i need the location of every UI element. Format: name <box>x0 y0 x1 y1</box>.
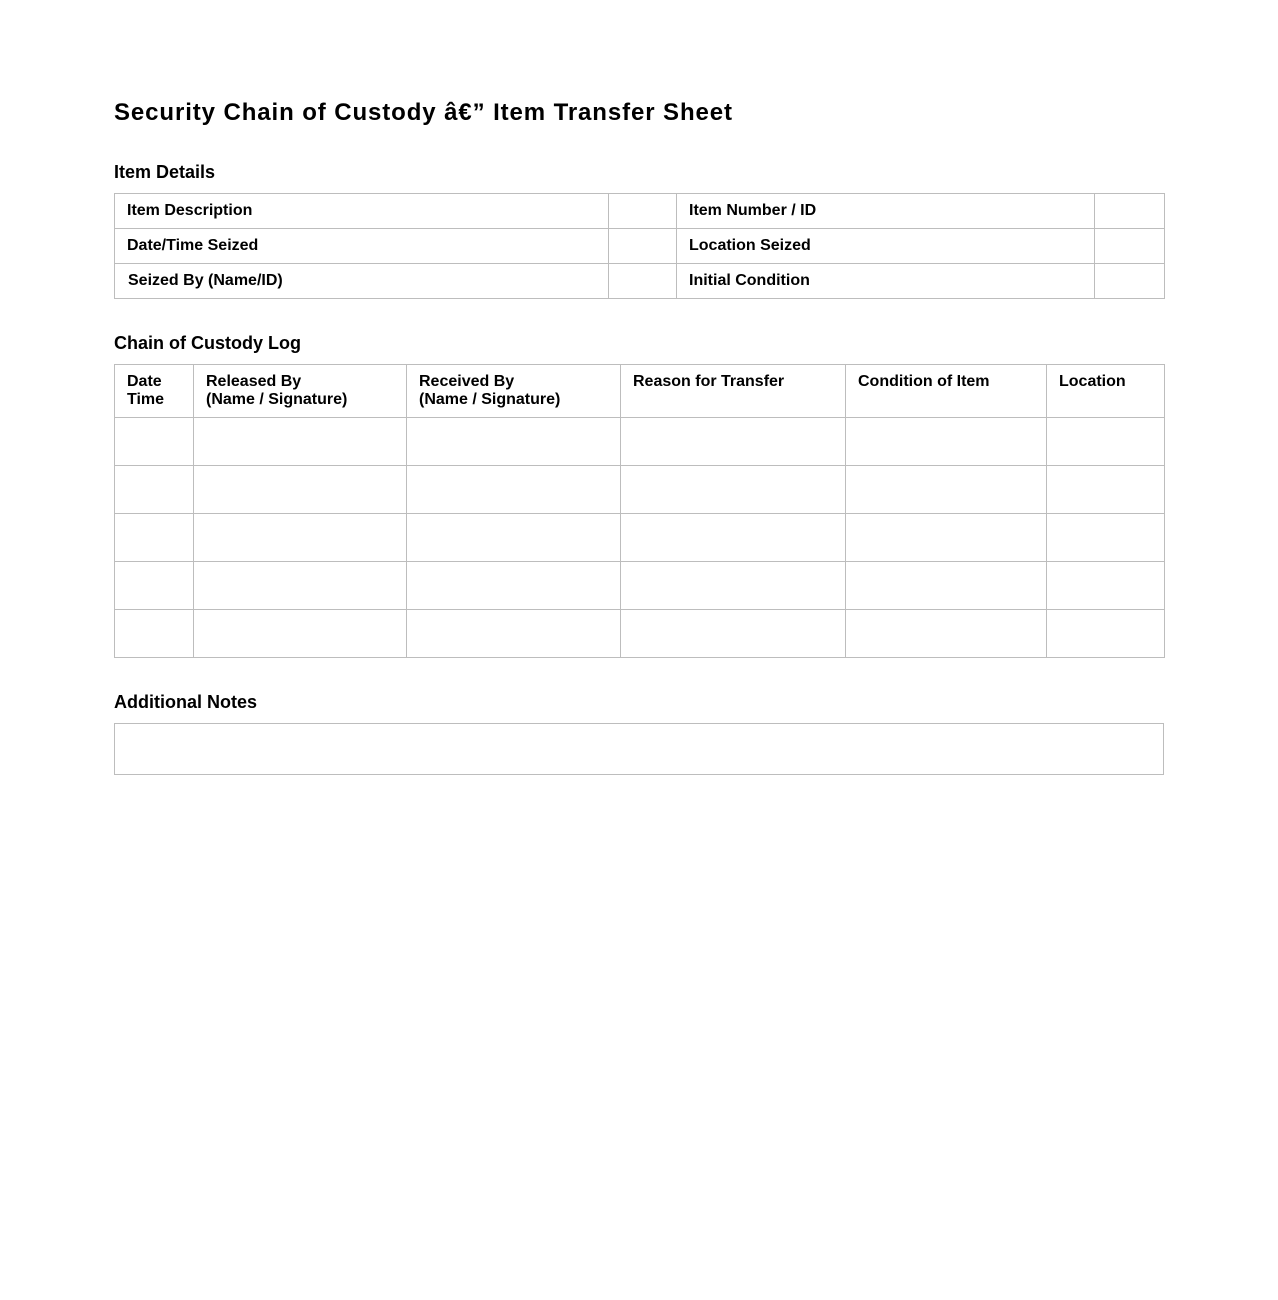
log-cell-condition[interactable] <box>846 514 1047 562</box>
log-cell-reason[interactable] <box>621 562 846 610</box>
item-description-field[interactable] <box>609 194 677 229</box>
table-header-row <box>115 365 1165 418</box>
header-line: Condition of Item <box>858 373 990 390</box>
column-header-received-by <box>407 365 621 418</box>
log-cell-reason[interactable] <box>621 514 846 562</box>
header-line: Location <box>1059 373 1126 390</box>
log-cell-location[interactable] <box>1047 418 1165 466</box>
location-seized-field[interactable] <box>1095 229 1165 264</box>
item-details-heading: Item Details <box>114 162 216 182</box>
item-description-label: Item Description <box>115 194 609 229</box>
log-cell-received-by[interactable] <box>407 610 621 658</box>
log-cell-reason[interactable] <box>621 466 846 514</box>
initial-condition-field[interactable] <box>1095 264 1165 299</box>
log-cell-received-by[interactable] <box>407 418 621 466</box>
date-time-seized-field[interactable] <box>609 229 677 264</box>
log-cell-date-time[interactable] <box>115 418 194 466</box>
date-time-seized-label: Date/Time Seized <box>115 229 609 264</box>
table-row <box>115 264 1165 299</box>
header-line: Received By <box>419 373 515 390</box>
seized-by-label: Seized By (Name/ID) <box>115 264 609 299</box>
header-line: Released By <box>206 373 302 390</box>
custody-log-table <box>114 364 1165 658</box>
log-cell-location[interactable] <box>1047 466 1165 514</box>
table-row <box>115 562 1165 610</box>
item-number-label: Item Number / ID <box>677 194 1095 229</box>
header-line: Date <box>127 373 162 390</box>
log-cell-condition[interactable] <box>846 466 1047 514</box>
log-cell-condition[interactable] <box>846 418 1047 466</box>
log-cell-received-by[interactable] <box>407 562 621 610</box>
table-row <box>115 466 1165 514</box>
log-cell-date-time[interactable] <box>115 610 194 658</box>
log-cell-condition[interactable] <box>846 610 1047 658</box>
table-row <box>115 418 1165 466</box>
item-details-table <box>114 193 1165 299</box>
item-number-field[interactable] <box>1095 194 1165 229</box>
column-header-date-time <box>115 365 194 418</box>
header-line: Time <box>127 391 165 408</box>
log-cell-date-time[interactable] <box>115 466 194 514</box>
log-cell-released-by[interactable] <box>194 514 407 562</box>
table-row <box>115 610 1165 658</box>
initial-condition-label: Initial Condition <box>677 264 1095 299</box>
log-cell-released-by[interactable] <box>194 562 407 610</box>
page-title: Security Chain of Custody â€” Item Transfer Sheet <box>114 99 733 126</box>
log-cell-released-by[interactable] <box>194 466 407 514</box>
seized-by-field[interactable] <box>609 264 677 299</box>
log-cell-condition[interactable] <box>846 562 1047 610</box>
column-header-reason <box>621 365 846 418</box>
log-cell-location[interactable] <box>1047 562 1165 610</box>
table-row <box>115 229 1165 264</box>
additional-notes-heading: Additional Notes <box>114 692 257 712</box>
table-row <box>115 514 1165 562</box>
table-row <box>115 194 1165 229</box>
log-cell-received-by[interactable] <box>407 466 621 514</box>
custody-log-heading: Chain of Custody Log <box>114 333 301 353</box>
log-cell-released-by[interactable] <box>194 610 407 658</box>
log-cell-date-time[interactable] <box>115 514 194 562</box>
log-cell-received-by[interactable] <box>407 514 621 562</box>
header-line: Reason for Transfer <box>633 373 785 390</box>
additional-notes-field[interactable] <box>114 723 1164 775</box>
location-seized-label: Location Seized <box>677 229 1095 264</box>
header-line: (Name / Signature) <box>419 391 561 408</box>
log-cell-reason[interactable] <box>621 418 846 466</box>
column-header-condition <box>846 365 1047 418</box>
header-line: (Name / Signature) <box>206 391 348 408</box>
log-cell-date-time[interactable] <box>115 562 194 610</box>
log-cell-location[interactable] <box>1047 610 1165 658</box>
log-cell-released-by[interactable] <box>194 418 407 466</box>
column-header-location <box>1047 365 1165 418</box>
log-cell-reason[interactable] <box>621 610 846 658</box>
log-cell-location[interactable] <box>1047 514 1165 562</box>
column-header-released-by <box>194 365 407 418</box>
